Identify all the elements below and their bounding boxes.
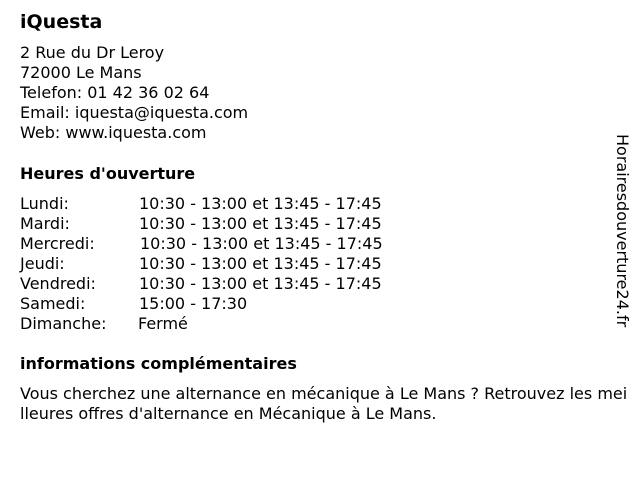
email-address: Email: iquesta@iquesta.com <box>20 103 249 122</box>
hours-time: 10:30 - 13:00 et 13:45 - 17:45 <box>140 234 383 253</box>
website: Web: www.iquesta.com <box>20 123 207 142</box>
hours-time: 10:30 - 13:00 et 13:45 - 17:45 <box>139 194 382 213</box>
hours-day: Vendredi: <box>20 274 96 293</box>
city-postal: 72000 Le Mans <box>20 63 142 82</box>
hours-day: Dimanche: <box>20 314 107 333</box>
hours-time: 10:30 - 13:00 et 13:45 - 17:45 <box>139 274 382 293</box>
hours-day: Mercredi: <box>20 234 95 253</box>
info-heading: informations complémentaires <box>20 354 297 373</box>
hours-time: 15:00 - 17:30 <box>139 294 248 313</box>
hours-time: Fermé <box>138 314 188 333</box>
hours-day: Lundi: <box>20 194 69 213</box>
info-description: Vous cherchez une alternance en mécanique à Le Mans ? Retrouvez les meilleures offres d'alternance en Mécanique à Le Mans. <box>20 384 628 423</box>
business-name: iQuesta <box>20 11 103 33</box>
site-watermark: Horairesdouverture24.fr <box>613 134 632 328</box>
address-block <box>20 43 248 143</box>
hours-time: 10:30 - 13:00 et 13:45 - 17:45 <box>139 254 382 273</box>
hours-day: Mardi: <box>20 214 70 233</box>
phone-number: Telefon: 01 42 36 02 64 <box>20 83 210 102</box>
hours-time: 10:30 - 13:00 et 13:45 - 17:45 <box>139 214 382 233</box>
hours-heading: Heures d'ouverture <box>20 164 196 183</box>
hours-day: Jeudi: <box>20 254 65 273</box>
street-address: 2 Rue du Dr Leroy <box>20 43 165 62</box>
hours-day: Samedi: <box>20 294 86 313</box>
